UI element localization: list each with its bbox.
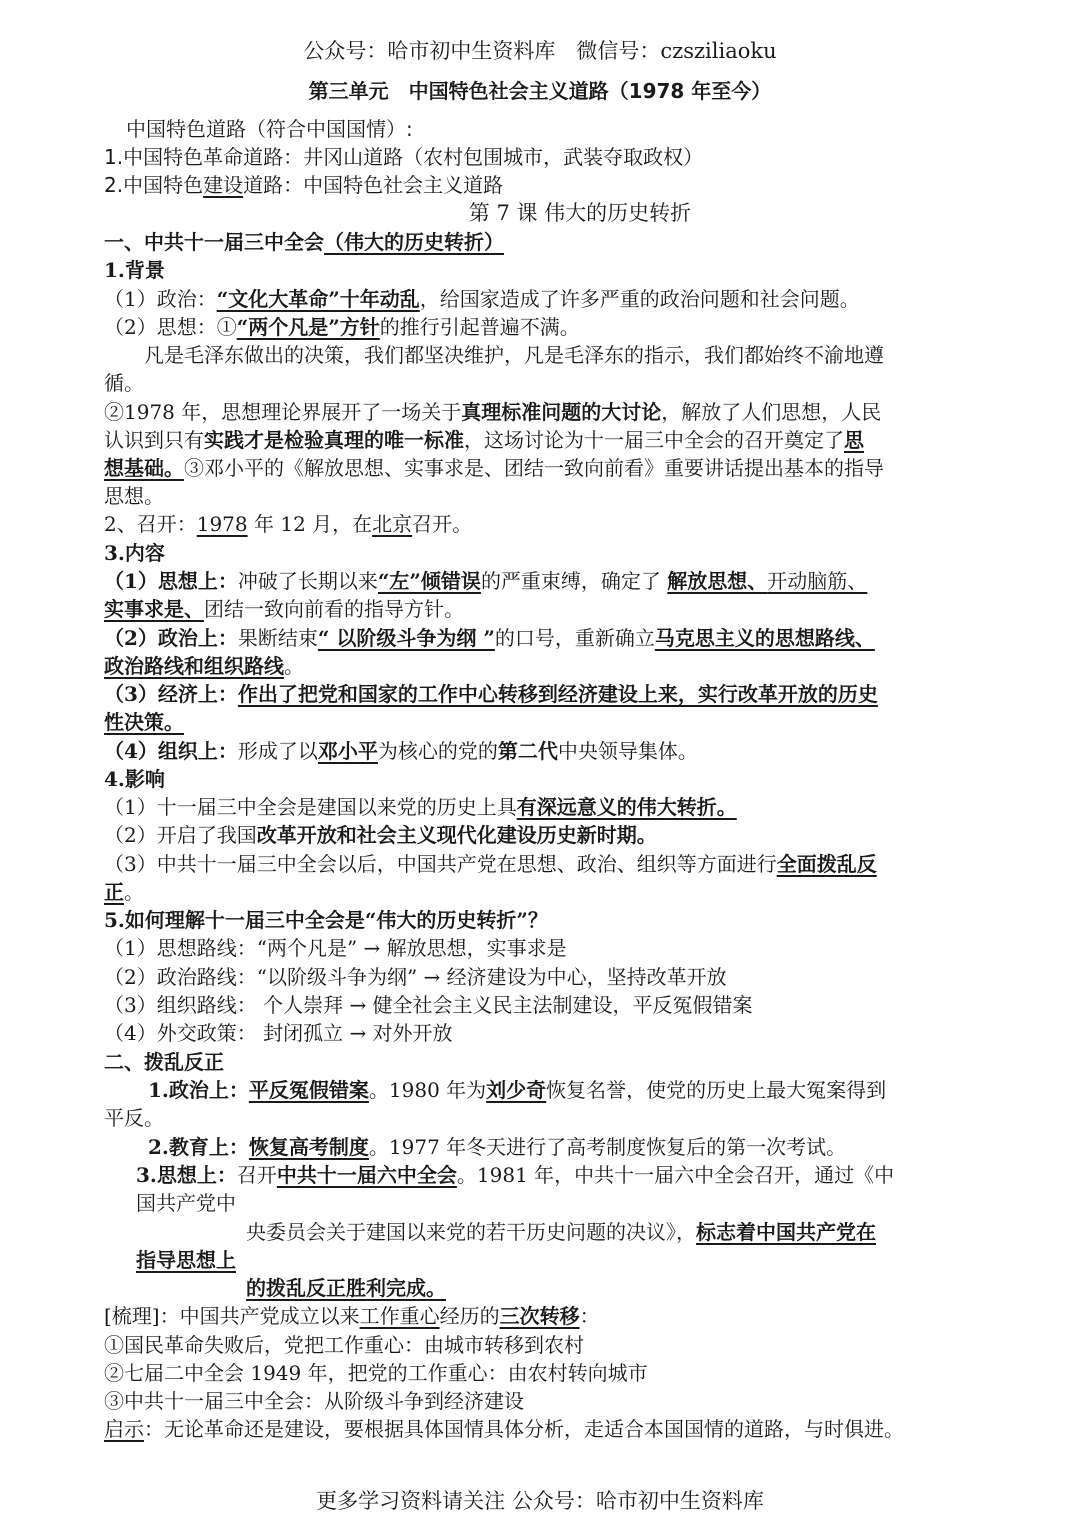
question-item-1: （1）思想路线：“两个凡是” → 解放思想，实事求是 (104, 936, 567, 960)
content-item-4: （4）组织上：形成了以邓小平为核心的党的第二代中央领导集体。 (104, 739, 698, 763)
background-item-4-cont: 思想。 (104, 484, 164, 508)
background-quote-2: 循。 (104, 371, 144, 395)
impact-item-3: （3）中共十一届三中全会以后，中国共产党在思想、政治、组织等方面进行全面拨乱反 (104, 852, 877, 876)
impact-item-2: （2）开启了我国改革开放和社会主义现代化建设历史新时期。 (104, 823, 657, 847)
question-item-3: （3）组织路线： 个人崇拜 → 健全社会主义民主法制建设，平反冤假错案 (104, 993, 753, 1017)
summary-shift-1: ①国民革命失败后，党把工作重心：由城市转移到农村 (104, 1333, 584, 1357)
summary-shift-2: ②七届二中全会 1949 年，把党的工作重心：由农村转向城市 (104, 1361, 648, 1385)
intro-line-1: 1.中国特色革命道路：井冈山道路（农村包围城市，武装夺取政权） (104, 145, 704, 169)
content-item-1: （1）思想上：冲破了长期以来“左”倾错误的严重束缚，确定了 解放思想、开动脑筋、 (104, 569, 868, 593)
correction-item-3-cont: 国共产党中 (136, 1191, 236, 1215)
content-item-1-cont: 实事求是、团结一致向前看的指导方针。 (104, 597, 464, 621)
unit-title: 第三单元 中国特色社会主义道路（1978 年至今） (308, 79, 772, 103)
section-2-heading: 二、拨乱反正 (104, 1050, 224, 1074)
correction-item-1-cont: 平反。 (104, 1106, 164, 1130)
impact-item-3-cont: 正。 (104, 880, 144, 904)
held-line: 2、召开：1978 年 12 月，在北京召开。 (104, 512, 473, 536)
background-item-3: ②1978 年，思想理论界展开了一场关于真理标准问题的大讨论，解放了人们思想，人民 (104, 400, 882, 424)
background-quote-1: 凡是毛泽东做出的决策，我们都坚决维护，凡是毛泽东的指示，我们都始终不渝地遵 (144, 343, 884, 367)
summary-shift-3: ③中共十一届三中全会：从阶级斗争到经济建设 (104, 1389, 524, 1413)
section-1-heading: 一、中共十一届三中全会（伟大的历史转折） (104, 230, 504, 254)
background-title: 1.背景 (104, 258, 165, 282)
lesson-title: 第 7 课 伟大的历史转折 (468, 201, 692, 225)
correction-item-3-cont-2: 央委员会关于建国以来党的若干历史问题的决议》，标志着中国共产党在 (246, 1220, 876, 1244)
footer-text: 更多学习资料请关注 公众号：哈市初中生资料库 (316, 1489, 764, 1513)
content-item-3-cont: 性决策。 (104, 710, 184, 734)
intro-line-2: 2.中国特色建设道路：中国特色社会主义道路 (104, 173, 504, 197)
correction-item-3-cont-3: 指导思想上 (136, 1248, 236, 1272)
content-item-2-cont: 政治路线和组织路线。 (104, 654, 304, 678)
correction-item-3: 3.思想上：召开中共十一届六中全会。1981 年，中共十一届六中全会召开，通过《中 (136, 1163, 895, 1187)
background-item-2: （2）思想：①“两个凡是”方针的推行引起普遍不满。 (104, 315, 580, 339)
header-text: 公众号：哈市初中生资料库 微信号：czsziliaoku (303, 39, 777, 63)
background-item-1: （1）政治：“文化大革命”十年动乱，给国家造成了许多严重的政治问题和社会问题。 (104, 287, 860, 311)
content-item-3: （3）经济上：作出了把党和国家的工作中心转移到经济建设上来，实行改革开放的历史 (104, 682, 878, 706)
content-title: 3.内容 (104, 541, 165, 565)
correction-item-3-cont-4: 的拨乱反正胜利完成。 (246, 1276, 446, 1300)
content-item-2: （2）政治上：果断结束“ 以阶级斗争为纲 ”的口号，重新确立马克思主义的思想路线、 (104, 626, 875, 650)
question-item-4: （4）外交政策： 封闭孤立 → 对外开放 (104, 1021, 453, 1045)
summary-title: [梳理]：中国共产党成立以来工作重心经历的三次转移： (104, 1304, 600, 1328)
revelation-line: 启示：无论革命还是建设，要根据具体国情具体分析，走适合本国国情的道路，与时俱进。 (104, 1417, 904, 1441)
impact-title: 4.影响 (104, 767, 165, 791)
question-title: 5.如何理解十一届三中全会是“伟大的历史转折”？ (104, 908, 548, 932)
correction-item-2: 2.教育上：恢复高考制度。1977 年冬天进行了高考制度恢复后的第一次考试。 (148, 1135, 847, 1159)
question-item-2: （2）政治路线：“以阶级斗争为纲” → 经济建设为中心，坚持改革开放 (104, 965, 727, 989)
intro-line-0: 中国特色道路（符合中国国情）: (126, 117, 413, 141)
background-item-3-cont: 认识到只有实践才是检验真理的唯一标准，这场讨论为十一届三中全会的召开奠定了思 (104, 428, 864, 452)
background-item-4: 想基础。③邓小平的《解放思想、实事求是、团结一致向前看》重要讲话提出基本的指导 (104, 456, 884, 480)
correction-item-1: 1.政治上：平反冤假错案。1980 年为刘少奇恢复名誉，使党的历史上最大冤案得到 (148, 1078, 887, 1102)
impact-item-1: （1）十一届三中全会是建国以来党的历史上具有深远意义的伟大转折。 (104, 795, 737, 819)
